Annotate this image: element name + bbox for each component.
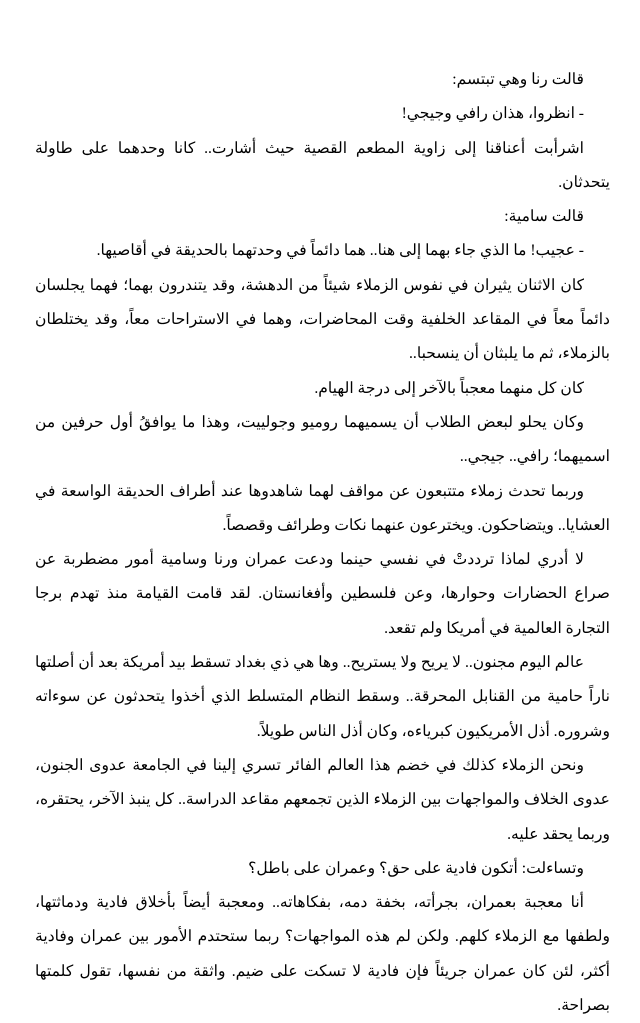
paragraph-14: أنا معجبة بعمران، بجرأته، بخفة دمه، بفكاهاته.. ومعجبة أيضاً بأخلاق فادية ودماثتها، ولطفها مع الزملاء كلهم. ولكن لم هذه المواجهات؟ ربما ستحتدم الأمور بين عمران وفادية أكثر، لئن كان عمران جريئاً فإن فادية لا تسكت على ضيم. واثقة من نفسها، تقول كلمتها بصراحة. — [35, 894, 610, 1015]
paragraph-3: اشرأبت أعناقنا إلى زاوية المطعم القصية حيث أشارت.. كانا وحدهما على طاولة يتحدثان. — [35, 139, 610, 191]
paragraph-12: ونحن الزملاء كذلك في خضم هذا العالم الفائر تسري إلينا في الجامعة عدوى الجنون، عدوى الخلاف والمواجهات بين الزملاء الذين تجمعهم مقاعد الدراسة.. كل ينبذ الآخر، يحتقره، وربما يحقد عليه. — [35, 756, 610, 843]
paragraph-1: قالت رنا وهي تبتسم: — [452, 71, 584, 88]
paragraph-5: - عجيب! ما الذي جاء بهما إلى هنا.. هما دائماً في وحدتهما بالحديقة في أقاصيها. — [96, 242, 584, 260]
paragraph-4: قالت سامية: — [504, 208, 584, 226]
paragraph-9: وربما تحدث زملاء متتبعون عن مواقف لهما شاهدوها عند أطراف الحديقة الواسعة في العشايا.. ويتضاحكون. ويخترعون عنهما نكات وطرائف وقصصاً. — [35, 482, 610, 534]
paragraph-10: لا أدري لماذا ترددتْ في نفسي حينما ودعت عمران ورنا وسامية أمور مضطربة عن صراع الحضارات وحوارها، وعن فلسطين وأفغانستان. لقد قامت القيامة منذ تهدم برجا التجارة العالمية في أمريكا ولم تقعد. — [35, 551, 610, 637]
paragraph-7: كان كل منهما معجباً بالآخر إلى درجة الهيام. — [314, 379, 584, 397]
paragraph-11: عالم اليوم مجنون.. لا يريح ولا يستريح.. وها هي ذي بغداد تسقط بيد أمريكة بعد أن أصلتها ناراً حامية من القنابل المحرقة.. وسقط النظام المتسلط الذي أخذوا يتحدثون عن سوءاته وشروره. أذل الأمريكيون كبرياءه، وكان أذل الناس طويلاً. — [35, 654, 610, 740]
paragraph-8: وكان يحلو لبعض الطلاب أن يسميهما روميو وجولييت، وهذا ما يوافقُ أول حرفين من اسميهما؛ رافي.. جيجي.. — [35, 413, 610, 466]
paragraph-13: وتساءلت: أتكون فادية على حق؟ وعمران على باطل؟ — [248, 859, 584, 877]
paragraph-2: - انظروا، هذان رافي وجيجي! — [401, 105, 584, 123]
paragraph-6: كان الاثنان يثيران في نفوس الزملاء شيئاً من الدهشة، وقد يتندرون بهما؛ فهما يجلسان دائماً معاً في المقاعد الخلفية وقت المحاضرات، وهما في الاستراحات معاً، وقد يختلطان بالزملاء، ثم ما يلبثان أن ينسحبا.. — [35, 276, 610, 363]
